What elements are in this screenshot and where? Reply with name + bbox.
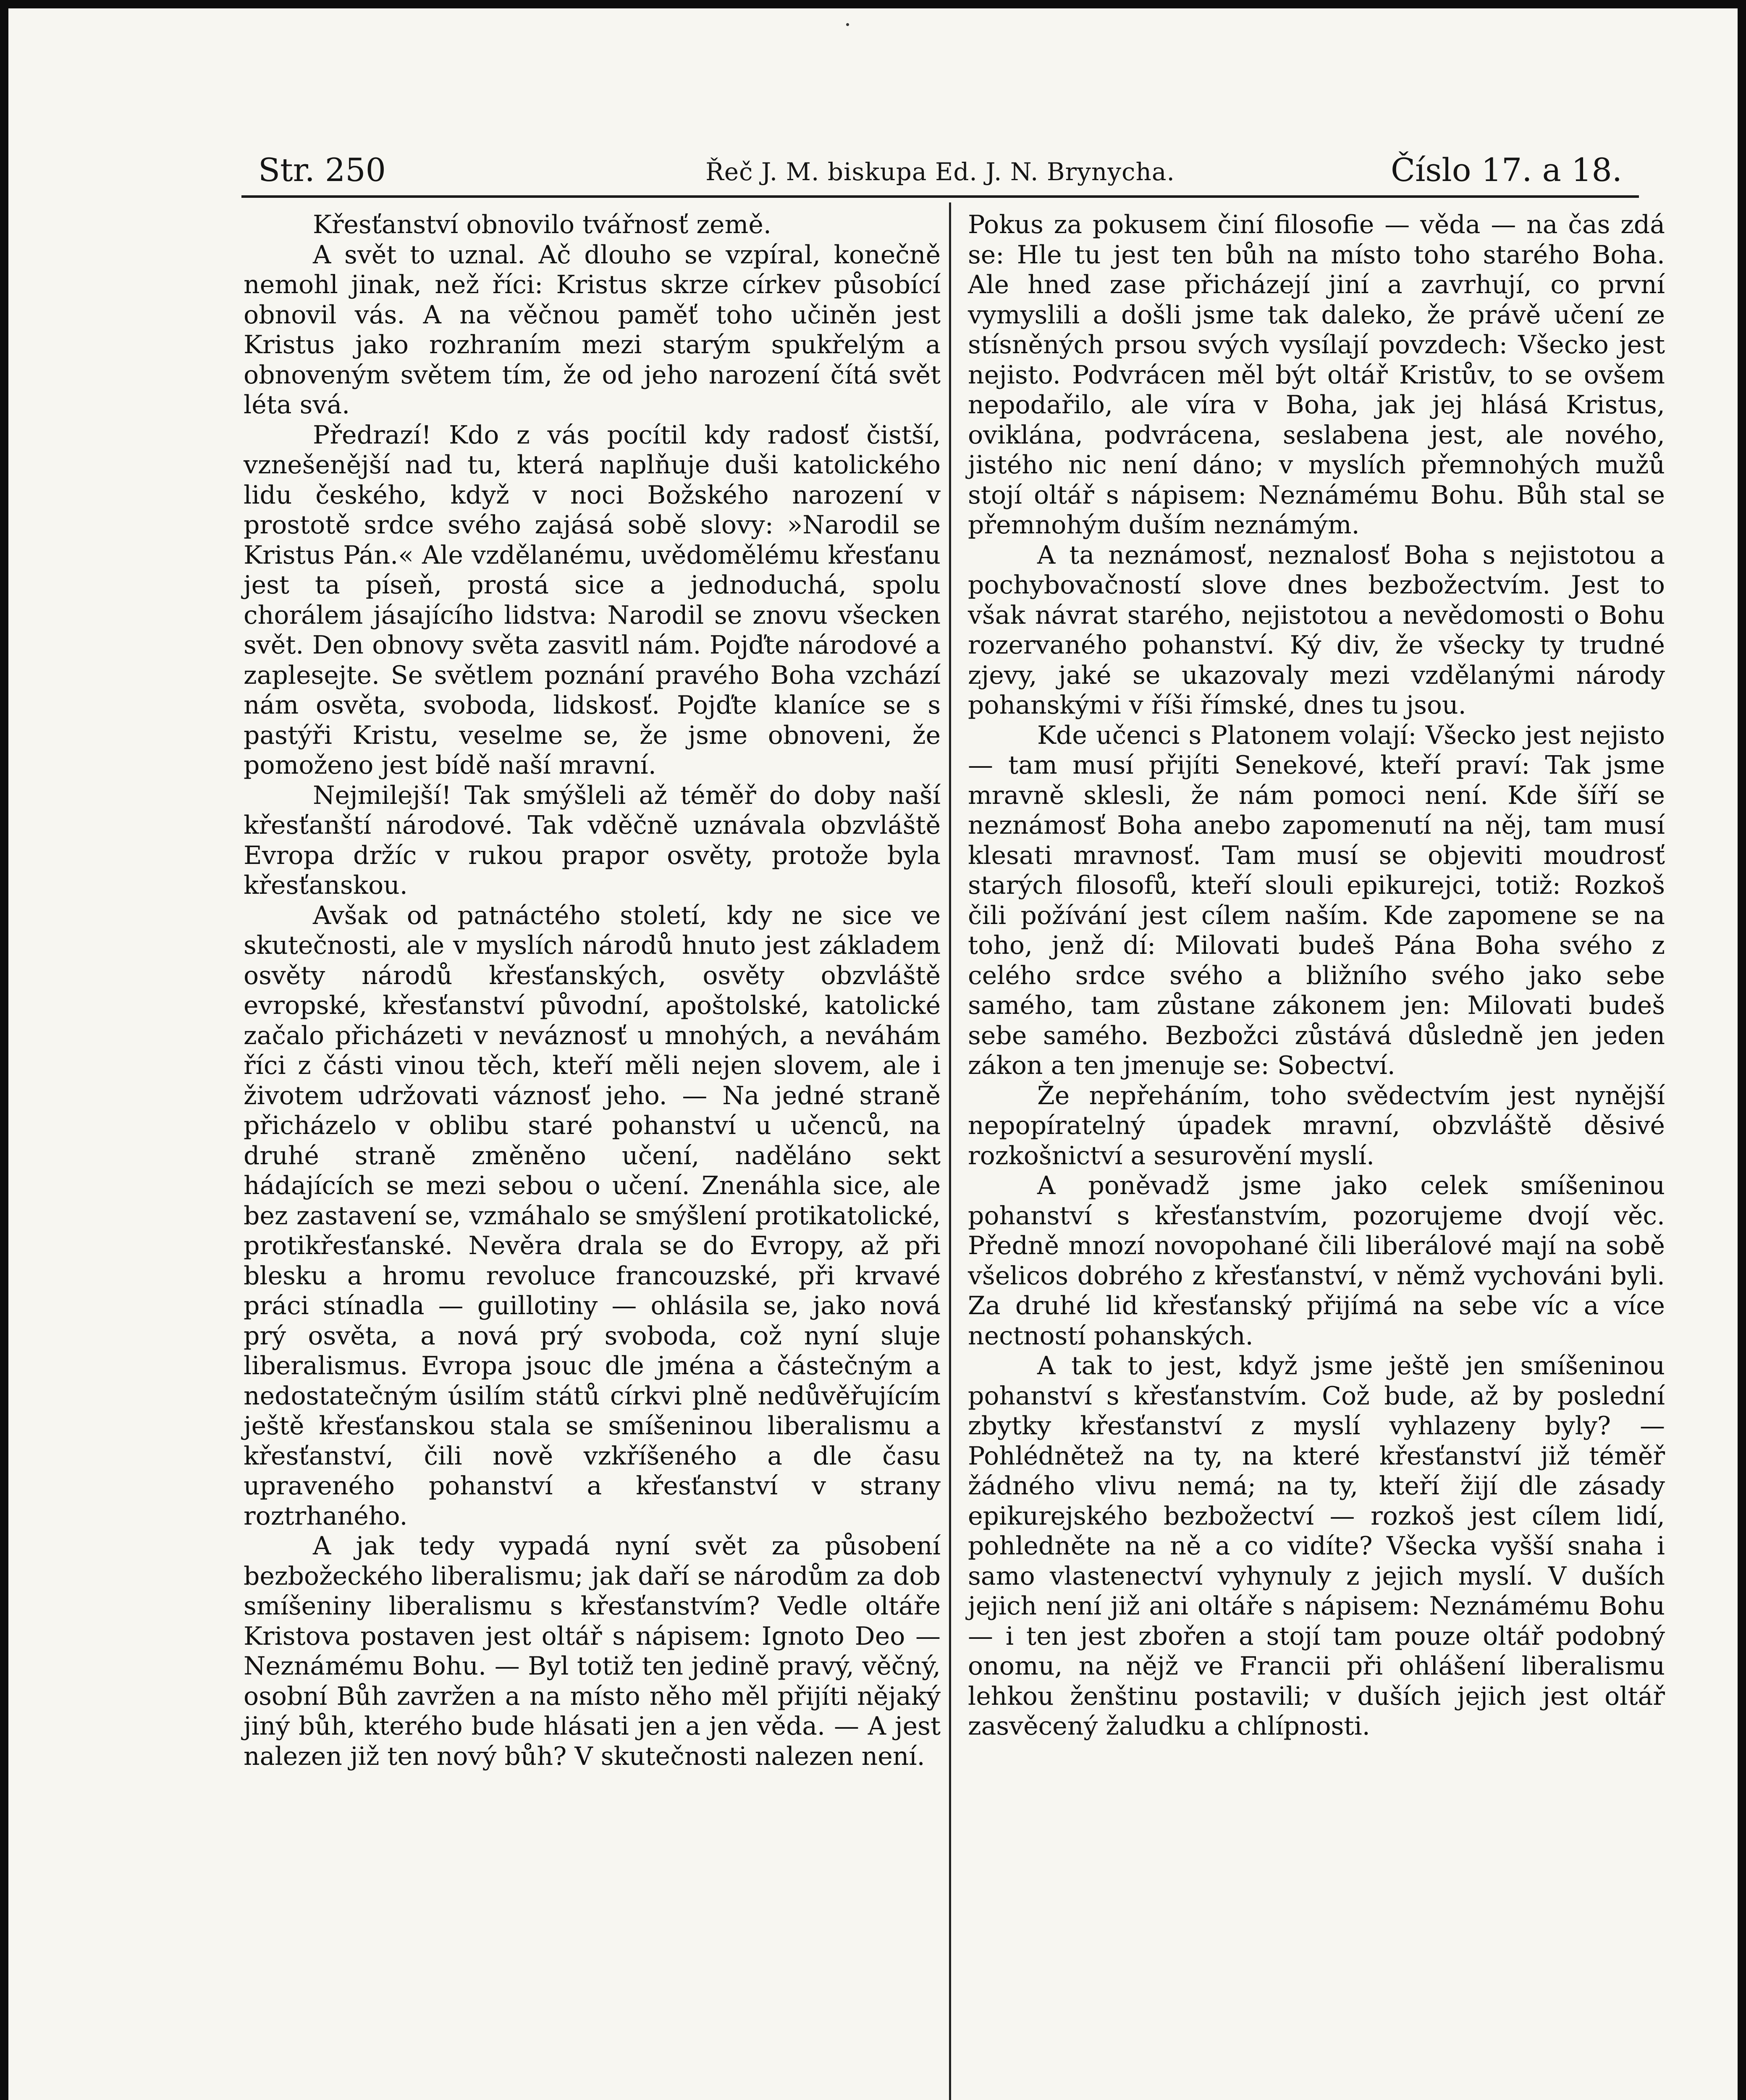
header-rule <box>241 195 1639 198</box>
column-divider <box>949 202 951 2100</box>
paragraph: Pokus za pokusem činí filosofie — věda — na čas zdá se: Hle tu jest ten bůh na místo toho starého Boha. Ale hned zase přicházejí jiní a zavrhují, co první vymyslili a došli jsme tak daleko, že právě učení ze stísněných prsou svých vysílají povzdech: Všecko jest nejisto. Podvrácen měl být oltář Kristův, to se ovšem nepodařilo, ale víra v Boha, jak jej hlásá Kristus, oviklána, podvrácena, seslabena jest, ale nového, jistého nic není dáno; v myslích přemnohých mužů stojí oltář s nápisem: Neznámému Bohu. Bůh stal se přemnohým duším neznámým. <box>968 210 1665 540</box>
print-speck <box>846 23 849 26</box>
issue-number: Číslo 17. a 18. <box>1390 151 1622 189</box>
paragraph: Křesťanství obnovilo tvářnosť země. <box>313 210 771 239</box>
paragraph: Kde učenci s Platonem volají: Všecko jest nejisto — tam musí přijíti Senekové, kteří praví: Tak jsme mravně sklesli, že nám pomoci není. Kde šíří se neznámosť Boha anebo zapomenutí na něj, tam musí klesati mravnosť. Tam musí se objeviti moudrosť starých filosofů, kteří slouli epikurejci, totiž: Rozkoš čili požívání jest cílem naším. Kde zapomene se na toho, jenž dí: Milovati budeš Pána Boha svého z celého srdce svého a bližního svého jako sebe samého, tam zůstane zákonem jen: Milovati budeš sebe samého. Bezbožci zůstává důsledně jen jeden zákon a ten jmenuje se: Sobectví. <box>968 720 1665 1080</box>
page-number: Str. 250 <box>258 151 386 189</box>
paragraph: Předrazí! Kdo z vás pocítil kdy radosť čistší, vznešenější nad tu, která naplňuje duši katolického lidu českého, když v noci Božského narození v prostotě srdce svého zajásá sobě slovy: »Narodil se Kristus Pán.« Ale vzdělanému, uvědomělému křesťanu jest ta píseň, prostá sice a jednoduchá, spolu chorálem jásajícího lidstva: Narodil se znovu všecken svět. Den obnovy světa zasvitl nám. Pojďte národové a zaplesejte. Se světlem poznání pravého Boha vzchází nám osvěta, svoboda, lidskosť. Pojďte klaníce se s pastýři Kristu, veselme se, že jsme obnoveni, že pomoženo jest bídě naší mravní. <box>244 420 941 780</box>
paragraph: Že nepřeháním, toho svědectvím jest nynější nepopíratelný úpadek mravní, obzvláště děsivé rozkošnictví a sesurovění myslí. <box>968 1081 1665 1171</box>
paragraph: A ta neznámosť, neznalosť Boha s nejistotou a pochybovačností slove dnes bezbožectvím. Jest to však návrat starého, nejistotou a nevědomosti o Bohu rozervaného pohanství. Ký div, že všecky ty trudné zjevy, jaké se ukazovaly mezi vzdělanými národy pohanskými v říši římské, dnes tu jsou. <box>968 540 1665 720</box>
paragraph: A poněvadž jsme jako celek smíšeninou pohanství s křesťanstvím, pozorujeme dvojí věc. Předně mnozí novopohané čili liberálové mají na sobě všelicos dobrého z křesťanství, v němž vychováni byli. Za druhé lid křesťanský přijímá na sebe víc a více nectností pohanských. <box>968 1171 1665 1351</box>
paragraph: Avšak od patnáctého století, kdy ne sice ve skutečnosti, ale v myslích národů hnuto jest základem osvěty národů křesťanských, osvěty obzvláště evropské, křesťanství původní, apoštolské, katolické začalo přicházeti v neváznosť u mnohých, a neváhám říci z části vinou těch, kteří měli nejen slovem, ale i životem udržovati váznosť jeho. — Na jedné straně přicházelo v oblibu staré pohanství u učenců, na druhé straně změněno učení, naděláno sekt hádajících se mezi sebou o učení. Znenáhla sice, ale bez zastavení se, vzmáhalo se smýšlení protikatolické, protikřesťanské. Nevěra drala se do Evropy, až při blesku a hromu revoluce francouzské, při krvavé práci stínadla — guillotiny — ohlásila se, jako nová prý osvěta, a nová prý svoboda, což nyní sluje liberalismus. Evropa jsouc dle jména a částečným a nedostatečným úsilím států církvi plně nedůvěřujícím ještě křesťanskou stala se smíšeninou liberalismu a křesťanství, čili nově vzkříšeného a dle času upraveného pohanství a křesťanství v strany roztrhaného. <box>244 900 941 1531</box>
paragraph: A tak to jest, když jsme ještě jen smíšeninou pohanství s křesťanstvím. Což bude, až by poslední zbytky křesťanství z myslí vyhlazeny byly? — Pohlédnětež na ty, na které křesťanství již téměř žádného vlivu nemá; na ty, kteří žijí dle zásady epikurejského bezbožectví — rozkoš jest cílem lidí, pohledněte na ně a co vidíte? Všecka vyšší snaha i samo vlastenectví vyhynuly z jejich myslí. V duších jejich není již ani oltáře s nápisem: Neznámému Bohu — i ten jest zbořen a stojí tam pouze oltář podobný onomu, na nějž ve Francii při ohlášení liberalismu lehkou ženštinu postavili; v duších jejich jest oltář zasvěcený žaludku a chlípnosti. <box>968 1351 1665 1741</box>
paragraph: A svět to uznal. Ač dlouho se vzpíral, konečně nemohl jinak, než říci: Kristus skrze církev působící obnovil vás. A na věčnou paměť toho učiněn jest Kristus jako rozhraním mezi starým spukřelým a obnoveným světem tím, že od jeho narození čítá svět léta svá. <box>244 240 941 420</box>
paragraph: Nejmilejší! Tak smýšleli až téměř do doby naší křesťanští národové. Tak vděčně uznávala obzvláště Evropa držíc v rukou prapor osvěty, protože byla křesťanskou. <box>244 780 941 900</box>
right-column <box>968 210 1665 1742</box>
paragraph: A jak tedy vypadá nyní svět za působení bezbožeckého liberalismu; jak daří se národům za dob smíšeniny liberalismu s křesťanstvím? Vedle oltáře Kristova postaven jest oltář s nápisem: Ignoto Deo — Neznámému Bohu. — Byl totiž ten jedině pravý, věčný, osobní Bůh zavržen a na místo něho měl přijíti nějaký jiný bůh, kterého bude hlásati jen a jen věda. — A jest nalezen již ten nový bůh? V skutečnosti nalezen není. <box>244 1531 941 1771</box>
running-header <box>258 134 1622 197</box>
document-page <box>8 8 1738 2100</box>
header-title: Řeč J. M. biskupa Ed. J. N. Brynycha. <box>705 158 1175 186</box>
left-column <box>244 210 941 1772</box>
